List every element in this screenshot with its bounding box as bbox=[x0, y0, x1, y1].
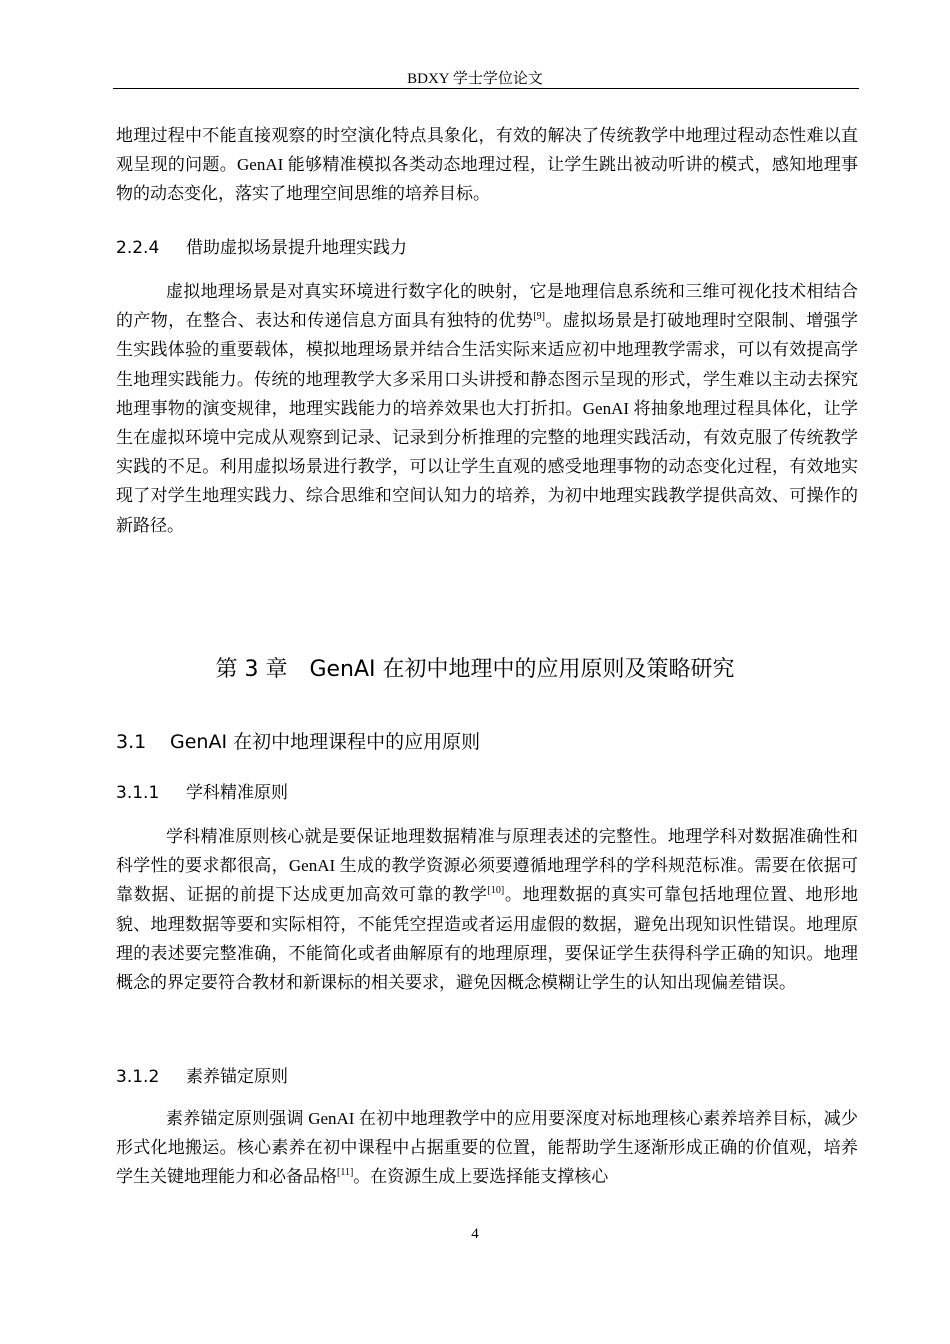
section-title: 学科精准原则 bbox=[186, 783, 288, 803]
paragraph-text: 地理过程中不能直接观察的时空演化特点具象化，有效的解决了传统教学中地理过程动态性难以直观呈现的问题。GenAI 能够精准模拟各类动态地理过程，让学生跳出被动听讲的模式，感知地理事物的动态变化，落实了地理空间思维的培养目标。 bbox=[116, 126, 858, 204]
paragraph-2-2-4 bbox=[116, 277, 858, 540]
section-title: GenAI 在初中地理课程中的应用原则 bbox=[170, 731, 481, 753]
section-heading-3-1-2 bbox=[116, 1065, 288, 1089]
paragraph-text: 。在资源生成上要选择能支撑核心 bbox=[353, 1167, 609, 1187]
paragraph-text: 学科精准原则核心就是要保证地理数据精准与原理表述的完整性。地理学科对数据准确性和科学性的要求都很高，GenAI 生成的教学资源必须要遵循地理学科的学科规范标准。需要在依据可靠数据、证据的前提下达成更加高效可靠的教学 bbox=[116, 827, 858, 905]
paragraph-text: 。虚拟场景是打破地理时空限制、增强学生实践体验的重要载体，模拟地理场景并结合生活实际来适应初中地理教学需求，可以有效提高学生地理实践能力。传统的地理教学大多采用口头讲授和静态图示呈现的形式，学生难以主动去探究地理事物的演变规律，地理实践能力的培养效果也大打折扣。GenAI 将抽象地理过程具体化，让学生在虚拟环境中完成从观察到记录、记录到分析推理的完整的地理实践活动，有效克服了传统教学实践的不足。利用虚拟场景进行教学，可以让学生直观的感受地理事物的动态变化过程，有效地实现了对学生地理实践力、综合思维和空间认知力的培养，为初中地理实践教学提供高效、可操作的新路径。 bbox=[116, 311, 859, 535]
page-number: 4 bbox=[471, 1226, 479, 1242]
section-title: 借助虚拟场景提升地理实践力 bbox=[186, 238, 407, 258]
chapter-heading bbox=[0, 655, 950, 685]
paragraph-3-1-2 bbox=[116, 1104, 858, 1192]
header-rule bbox=[113, 88, 859, 89]
section-heading-3-1-1 bbox=[116, 781, 288, 805]
section-number: 3.1 bbox=[116, 731, 147, 753]
section-number: 3.1.2 bbox=[116, 1067, 160, 1087]
paragraph-text: 。地理数据的真实可靠包括地理位置、地形地貌、地理数据等要和实际相符，不能凭空捏造或者运用虚假的数据，避免出现知识性错误。地理原理的表述要完整准确，不能简化或者曲解原有的地理原理，要保证学生获得科学正确的知识。地理概念的界定要符合教材和新课标的相关要求，避免因概念模糊让学生的认知出现偏差错误。 bbox=[116, 885, 859, 993]
paragraph-text: 素养锚定原则强调 GenAI 在初中地理教学中的应用要深度对标地理核心素养培养目标，减少形式化地搬运。核心素养在初中课程中占据重要的位置，能帮助学生逐渐形成正确的价值观，培养学生关键地理能力和必备品格 bbox=[116, 1109, 858, 1187]
paragraph-intro bbox=[116, 121, 858, 209]
chapter-number: 第 3 章 bbox=[215, 657, 288, 682]
running-header: BDXY 学士学位论文 bbox=[407, 71, 543, 87]
chapter-title: GenAI 在初中地理中的应用原则及策略研究 bbox=[309, 657, 735, 682]
paragraph-text: 虚拟地理场景是对真实环境进行数字化的映射，它是地理信息系统和三维可视化技术相结合的产物，在整合、表达和传递信息方面具有独特的优势 bbox=[116, 282, 858, 331]
citation: [11] bbox=[337, 1167, 354, 1179]
citation: [9] bbox=[533, 311, 546, 323]
section-number: 2.2.4 bbox=[116, 238, 160, 258]
paragraph-3-1-1 bbox=[116, 822, 858, 997]
section-number: 3.1.1 bbox=[116, 783, 160, 803]
section-heading-3-1 bbox=[116, 729, 480, 755]
citation: [10] bbox=[487, 885, 505, 897]
section-title: 素养锚定原则 bbox=[186, 1067, 288, 1087]
section-heading-2-2-4 bbox=[116, 236, 407, 260]
